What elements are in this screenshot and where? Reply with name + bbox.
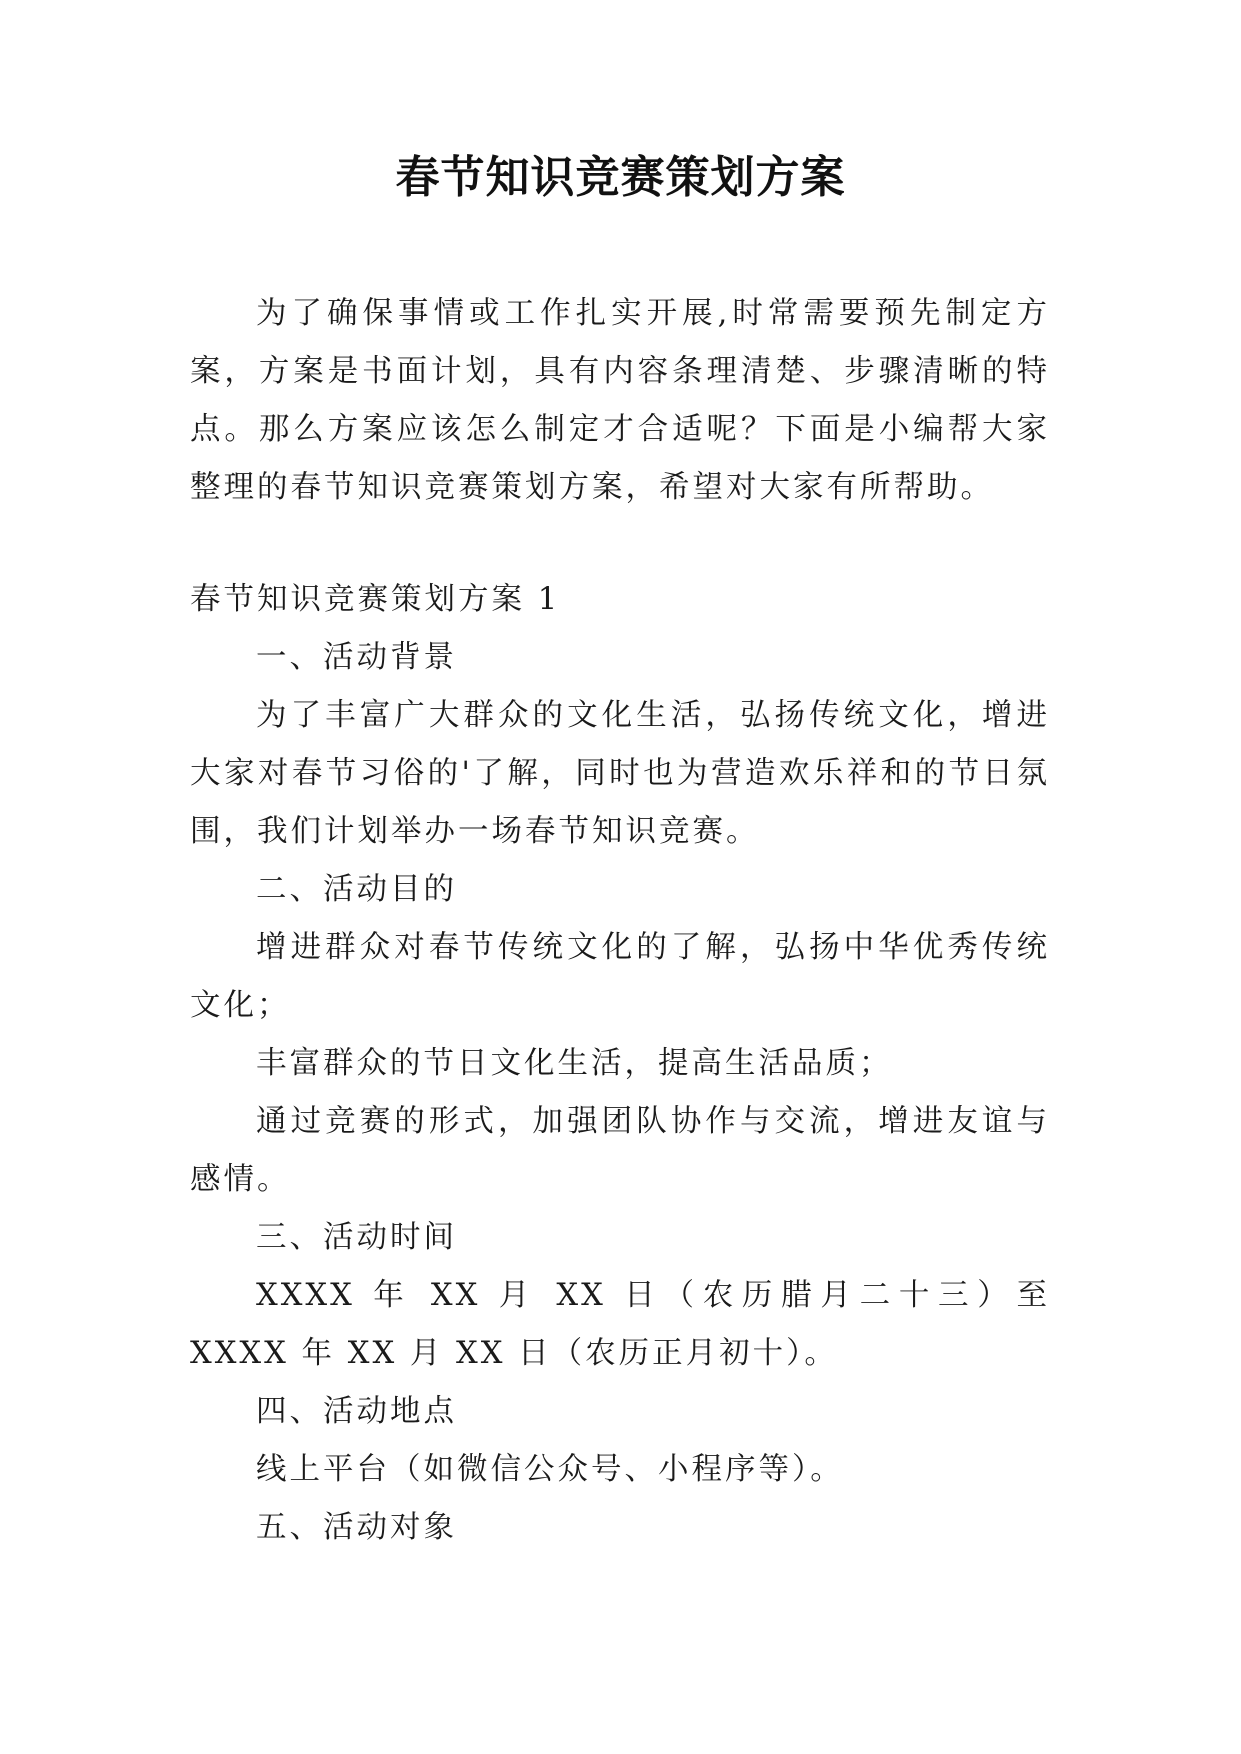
heading-location: 四、活动地点 (256, 1394, 457, 1429)
purpose-item: 丰富群众的节日文化生活，提高生活品质； (256, 1046, 893, 1081)
intro-paragraph: 为了确保事情或工作扎实开展,时常需要预先制定方案，方案是书面计划，具有内容条理清楚、步骤清晰的特点。那么方案应该怎么制定才合适呢？下面是小编帮大家整理的春节知识竞赛策划方案，希望对大家有所帮助。 (190, 296, 1050, 505)
purpose-item: 增进群众对春节传统文化的了解，弘扬中华优秀传统文化； (190, 930, 1050, 1023)
document-title: 春节知识竞赛策划方案 (395, 152, 846, 203)
heading-purpose: 二、活动目的 (256, 872, 457, 907)
document-body (190, 285, 1050, 1557)
location-paragraph: 线上平台（如微信公众号、小程序等）。 (256, 1452, 844, 1487)
heading-audience: 五、活动对象 (256, 1510, 457, 1545)
background-paragraph: 为了丰富广大群众的文化生活，弘扬传统文化，增进大家对春节习俗的'了解，同时也为营造欢乐祥和的节日氛围，我们计划举办一场春节知识竞赛。 (190, 698, 1050, 849)
purpose-item: 通过竞赛的形式，加强团队协作与交流，增进友谊与感情。 (190, 1104, 1050, 1197)
section-heading: 春节知识竞赛策划方案 1 (190, 582, 561, 617)
heading-time: 三、活动时间 (256, 1220, 457, 1255)
heading-background: 一、活动背景 (256, 640, 457, 675)
time-paragraph: XXXX 年 XX 月 XX 日（农历腊月二十三）至 XXXX 年 XX 月 XX 日（农历正月初十）。 (190, 1278, 1050, 1371)
